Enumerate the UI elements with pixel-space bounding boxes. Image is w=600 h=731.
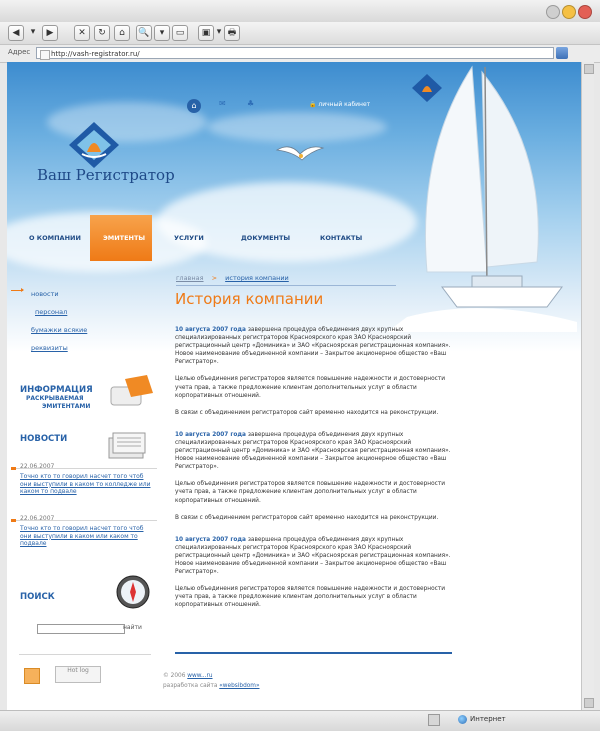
vertical-scrollbar[interactable] bbox=[581, 62, 594, 710]
breadcrumb-home[interactable]: главная bbox=[176, 274, 204, 282]
print-button[interactable]: 🖶 bbox=[224, 25, 240, 41]
forward-button[interactable]: ▶ bbox=[42, 25, 58, 41]
article-paragraph bbox=[175, 326, 451, 366]
page-button[interactable]: ▣ bbox=[198, 25, 214, 41]
info-block-title[interactable]: ИНФОРМАЦИЯ bbox=[20, 385, 93, 395]
sidebar-item-papers[interactable]: бумажки всякие bbox=[31, 326, 88, 334]
breadcrumb bbox=[176, 274, 295, 282]
article bbox=[175, 326, 451, 417]
sidebar-item-details[interactable]: реквизиты bbox=[31, 344, 68, 352]
info-block-subtitle bbox=[26, 395, 90, 411]
article-paragraph bbox=[175, 536, 451, 576]
site-header bbox=[7, 62, 581, 352]
developer-link[interactable]: «websibdom» bbox=[219, 683, 260, 689]
copyright-text: © 2006 bbox=[163, 673, 186, 679]
nav-about[interactable]: О КОМПАНИИ bbox=[29, 234, 81, 242]
internet-zone-icon bbox=[458, 715, 467, 724]
footer-copyright bbox=[163, 671, 260, 691]
content-divider bbox=[175, 652, 452, 654]
page-title: История компании bbox=[175, 290, 324, 308]
url-input[interactable]: http://vash-registrator.ru/ bbox=[36, 47, 554, 59]
stop-button[interactable]: ✕ bbox=[74, 25, 90, 41]
sailboat-illustration bbox=[387, 62, 577, 332]
copyright-link[interactable]: www...ru bbox=[187, 673, 213, 679]
home-button[interactable]: ⌂ bbox=[114, 25, 130, 41]
article-date: 10 августа 2007 года bbox=[175, 327, 246, 333]
nav-documents[interactable]: ДОКУМЕНТЫ bbox=[241, 234, 291, 242]
arrow-up-right-icon[interactable] bbox=[24, 668, 40, 684]
nav-issuers-label: ЭМИТЕНТЫ bbox=[103, 234, 146, 242]
sitemap-icon[interactable]: ♣ bbox=[247, 99, 255, 108]
back-menu-icon[interactable]: ▾ bbox=[30, 27, 36, 37]
title-bar bbox=[0, 0, 600, 23]
documents-scroll-icon bbox=[103, 373, 155, 409]
go-button[interactable] bbox=[556, 47, 568, 59]
article bbox=[175, 536, 451, 610]
article bbox=[175, 431, 451, 522]
browser-toolbar bbox=[0, 22, 600, 45]
article-date: 10 августа 2007 года bbox=[175, 431, 246, 438]
article-paragraph: В связи с объединением регистраторов сайт временно находится на реконструкции. bbox=[175, 514, 439, 521]
hotlog-counter[interactable]: Hot log bbox=[55, 666, 101, 683]
sidebar-item-news[interactable]: новости bbox=[31, 290, 59, 298]
breadcrumb-divider bbox=[176, 285, 396, 286]
minimize-button[interactable] bbox=[546, 5, 560, 19]
compass-icon bbox=[113, 570, 153, 614]
info-subtitle-line2: ЭМИТЕНТАМИ bbox=[42, 403, 91, 410]
address-label: Адрес bbox=[8, 48, 31, 56]
article-paragraph bbox=[175, 431, 451, 471]
nav-issuers-active[interactable] bbox=[90, 215, 152, 261]
sidebar-footer-divider bbox=[19, 654, 151, 655]
search-button[interactable]: 🔍 bbox=[136, 25, 152, 41]
sidebar-item-staff[interactable]: персонал bbox=[35, 308, 68, 316]
active-item-arrow-icon bbox=[11, 290, 23, 291]
history-button[interactable]: ▭ bbox=[172, 25, 188, 41]
breadcrumb-current[interactable]: история компании bbox=[225, 274, 289, 282]
article-paragraph: Целью объединения регистраторов является повышение надежности и достоверности учета прав, а также предложение клиентам дополнительных услуг в области корпоративных отношений. bbox=[175, 586, 445, 609]
page-viewport bbox=[7, 62, 581, 710]
article-date: 10 августа 2007 года bbox=[175, 536, 246, 543]
article-paragraph: В связи с объединением регистраторов сайт временно находится на реконструкции. bbox=[175, 409, 439, 416]
news-heading[interactable]: НОВОСТИ bbox=[20, 434, 68, 444]
article-list bbox=[175, 326, 451, 618]
refresh-button[interactable]: ↻ bbox=[94, 25, 110, 41]
brand-name[interactable]: Ваш Регистратор bbox=[37, 166, 175, 184]
article-text: завершена процедура объединения двух крупных специализированных регистраторов Красноярского края ЗАО Красноярский регистрационный центр «Доминика» и ЗАО «Красноярская регистрационная компания». Новое наименование объединенной компании – Закрытое акционерное общество «Ваш Регистратор». bbox=[175, 536, 451, 576]
article-text: завершена процедура объединения двух крупных специализированных регистраторов Красноярского края ЗАО Красноярский регистрационный центр «Доминика» и ЗАО «Красноярская регистрационная компания». Новое наименование объединенной компании – Закрытое акционерное общество «Ваш Регистратор». bbox=[175, 431, 451, 471]
developer-label: разработка сайта bbox=[163, 683, 218, 689]
search-input[interactable] bbox=[37, 624, 125, 634]
home-icon[interactable]: ⌂ bbox=[187, 99, 201, 113]
maximize-button[interactable] bbox=[562, 5, 576, 19]
newspaper-icon bbox=[103, 428, 151, 462]
scroll-down-arrow-icon[interactable] bbox=[584, 698, 594, 708]
security-icon bbox=[428, 714, 440, 726]
page-menu-icon[interactable]: ▾ bbox=[216, 27, 222, 37]
close-button[interactable] bbox=[578, 5, 592, 19]
search-button[interactable]: найти bbox=[123, 624, 142, 631]
news-date: 22.06.2007 bbox=[20, 515, 55, 522]
back-button[interactable]: ◀ bbox=[8, 25, 24, 41]
news-link[interactable]: Точно кто то говорил насчет того чтоб они выступили в каком то колледже или каком то подвале bbox=[20, 473, 151, 495]
scroll-up-arrow-icon[interactable] bbox=[584, 64, 594, 74]
mail-icon[interactable]: ✉ bbox=[219, 99, 226, 108]
nav-contacts[interactable]: КОНТАКТЫ bbox=[320, 234, 363, 242]
breadcrumb-separator: > bbox=[211, 274, 218, 282]
seagull-illustration bbox=[275, 140, 325, 170]
article-paragraph: Целью объединения регистраторов является повышение надежности и достоверности учета прав, а также предложение клиентам дополнительных услуг в области корпоративных отношений. bbox=[175, 376, 445, 399]
brand-logo-icon bbox=[67, 120, 121, 170]
address-bar bbox=[0, 45, 600, 63]
article-text: завершена процедура объединения двух крупных специализированных регистраторов Красноярского края ЗАО Красноярский регистрационный центр «Доминика» и ЗАО «Красноярская регистрационная компания». Новое наименование объединенной компании – Закрытое акционерное общество «Ваш Регистратор». bbox=[175, 327, 451, 366]
page-favicon-icon bbox=[40, 50, 50, 60]
info-subtitle-line1: РАСКРЫВАЕМАЯ bbox=[26, 395, 84, 402]
cabinet-link[interactable]: 🔒 личный кабинет bbox=[309, 101, 371, 108]
zone-label: Интернет bbox=[470, 715, 506, 723]
cloud-decoration bbox=[207, 112, 387, 142]
main-navigation bbox=[7, 215, 581, 261]
nav-services[interactable]: УСЛУГИ bbox=[174, 234, 204, 242]
news-link[interactable]: Точно кто то говорил насчет того чтоб они выступили в каком или каком то подвале bbox=[20, 525, 144, 547]
favorites-button[interactable]: ▾ bbox=[154, 25, 170, 41]
search-heading: ПОИСК bbox=[20, 592, 55, 602]
cabinet-link-label: личный кабинет bbox=[318, 101, 371, 108]
news-date: 22.06.2007 bbox=[20, 463, 55, 470]
sidebar-menu bbox=[31, 290, 87, 362]
status-bar bbox=[0, 710, 600, 731]
article-paragraph: Целью объединения регистраторов является повышение надежности и достоверности учета прав, а также предложение клиентам дополнительных услуг в области корпоративных отношений. bbox=[175, 481, 445, 504]
